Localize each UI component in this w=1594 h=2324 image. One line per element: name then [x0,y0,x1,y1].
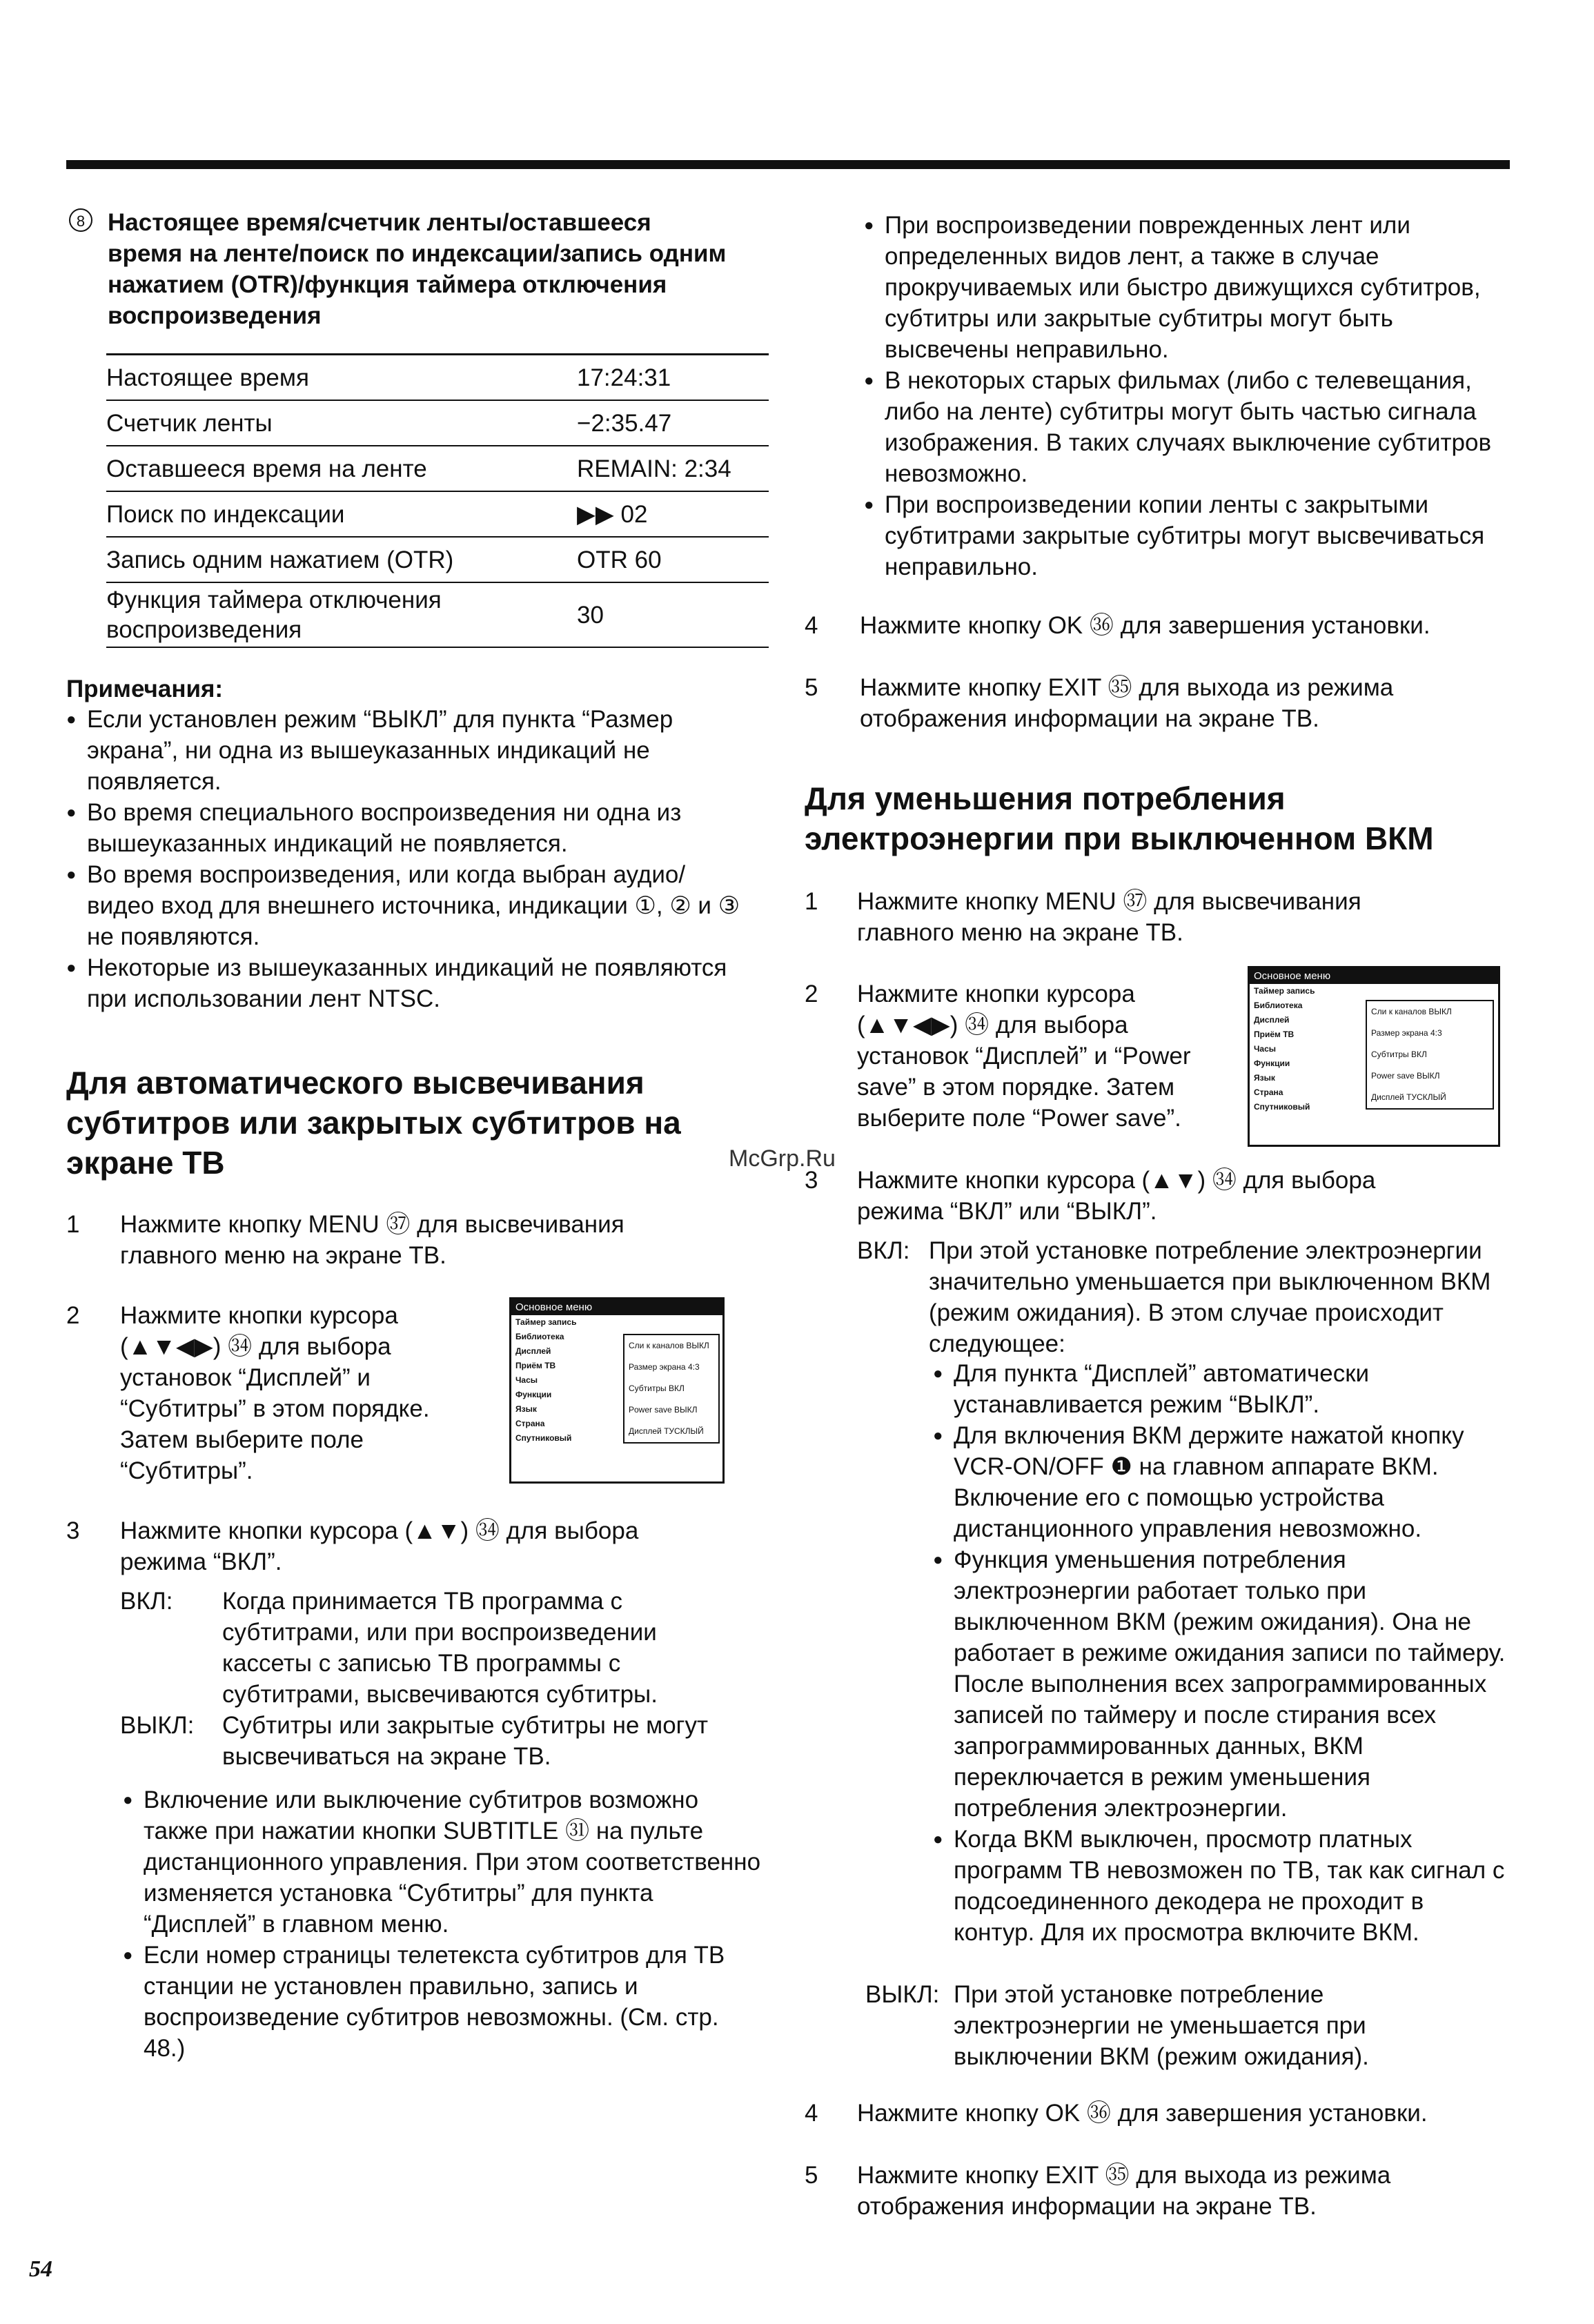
section-8-number: 8 [69,208,92,232]
status-value: REMAIN: 2:34 [577,446,769,491]
p-off-label: ВЫКЛ: [865,1981,940,2008]
p-on-text: При этой установке потребление электроэнергии значительно уменьшается при выключенном ВКМ (режим ожидания). В этом случае происходит следующее: [929,1237,1491,1357]
right-bullet-item: ● В некоторых старых фильмах (либо с телевещания, либо на ленте) субтитры могут быть частью сигнала изображения. В таких случаях выключение субтитров невозможно. [885,365,1513,489]
notes-heading: Примечания: [66,676,224,702]
submenu-row: Субтитры ВКЛ [629,1383,685,1393]
menu-item: Часы [1254,1044,1277,1054]
menu-item: Приём ТВ [1254,1030,1295,1039]
status-label: Поиск по индексации [106,491,577,537]
menu-item: Функции [515,1390,552,1399]
sub-step1-text: Нажмите кнопку MENU ㊲ для высвечивания главного меню на экране ТВ. [120,1211,624,1269]
submenu-row: Размер экрана 4:3 [629,1362,700,1372]
status-row [106,446,769,491]
status-value: ▶▶ 02 [577,491,769,537]
menu-item: Библиотека [515,1332,564,1341]
submenu-row: Сли к каналов ВЫКЛ [629,1341,709,1350]
sub-bullet-item: ● Включение или выключение субтитров возможно также при нажатии кнопки SUBTITLE ㉛ на пульте дистанционного управления. При этом соответственно изменяется установка “Субтитры” для пункта “Дисплей” в главном меню. [144,1784,765,1940]
submenu-row: Сли к каналов ВЫКЛ [1371,1007,1452,1016]
menu-item: Функции [1254,1058,1290,1068]
sub-bullet-item: ● Если номер страницы телетекста субтитров для ТВ станции не установлен правильно, запись и воспроизведение субтитров невозможны. (См. стр. 48.) [144,1940,765,2064]
submenu-row: Power save ВЫКЛ [1371,1071,1440,1081]
p-step5-num: 5 [805,2162,818,2189]
display-submenu [623,1334,720,1444]
top-rule [66,160,1510,169]
p-step1-num: 1 [805,888,818,915]
menu-item: Часы [515,1375,538,1385]
power-bullet-item: ● Функция уменьшения потребления электроэнергии работает только при выключенном ВКМ (режим ожидания). Она не работает в режиме ожидания записи по таймеру. После выполнения всех запрограммированных записей по таймеру и после стирания всех запрограммированных данных, ВКМ переключается в режим уменьшения потребления электроэнергии. [954,1544,1506,1824]
r-step4-num: 4 [805,612,818,639]
menu-item: Страна [1254,1087,1283,1097]
status-value: −2:35.47 [577,400,769,446]
p-step2-num: 2 [805,981,818,1007]
menu-item: Страна [515,1419,545,1428]
status-row [106,582,769,647]
p-step4-num: 4 [805,2100,818,2127]
submenu-row: Дисплей ТУСКЛЫЙ [1371,1092,1446,1102]
display-submenu [1366,1000,1494,1110]
watermark: McGrp.Ru [729,1145,836,1172]
note-item: ● Во время воспроизведения, или когда выбран аудио/видео вход для внешнего источника, индикации ①, ② и ③ не появляются. [87,859,749,952]
subtitles-heading: Для автоматического высвечивания субтитров или закрытых субтитров на экране ТВ [66,1065,681,1181]
p-step2-text: Нажмите кнопки курсора (▲▼◀▶) ㉞ для выбора установок “Дисплей” и “Power save” в этом порядке. Затем выберите поле “Power save”. [857,981,1191,1132]
p-step1-text: Нажмите кнопку MENU ㊲ для высвечивания главного меню на экране ТВ. [857,888,1361,946]
r-step4-text: Нажмите кнопку OK ㊱ для завершения установки. [860,612,1430,639]
status-label: Функция таймера отключения воспроизведения [106,582,577,647]
power-bullet-item: ● Для включения ВКМ держите нажатой кнопку VCR-ON/OFF ❶ на главном аппарате ВКМ. Включение его с помощью устройства дистанционного управления невозможно. [954,1420,1506,1544]
sub-step2-num: 2 [66,1302,80,1329]
menu-item: Библиотека [1254,1001,1303,1010]
note-item: ● Если установлен режим “ВЫКЛ” для пункта “Размер экрана”, ни одна из вышеуказанных индикаций не появляется. [87,704,749,797]
submenu-row: Размер экрана 4:3 [1371,1028,1442,1038]
status-row [106,400,769,446]
menu-item: Дисплей [515,1346,551,1356]
p-on-bullets [954,1358,1506,1948]
sub-off-label: ВЫКЛ: [120,1712,195,1739]
status-label: Запись одним нажатием (OTR) [106,537,577,582]
page-number: 54 [29,2256,52,2282]
notes-list [87,704,749,1014]
p-step3-num: 3 [805,1167,818,1194]
status-label: Оставшееся время на ленте [106,446,577,491]
right-bullet-item: ● При воспроизведении копии ленты с закрытыми субтитрами закрытые субтитры могут высвечиваться неправильно. [885,489,1513,582]
status-row [106,537,769,582]
menu-item: Язык [515,1404,537,1414]
p-on-label: ВКЛ: [857,1237,910,1264]
power-bullet-item: ● Когда ВКМ выключен, просмотр платных программ ТВ невозможен по ТВ, так как сигнал с подсоединенного декодера не проходит в контур. Для их просмотра включите ВКМ. [954,1824,1506,1948]
sub-step3-num: 3 [66,1517,80,1544]
menu-item: Таймер запись [515,1317,577,1327]
sub-step2-text: Нажмите кнопки курсора (▲▼◀▶) ㉞ для выбора установок “Дисплей” и “Субтитры” в этом порядке. Затем выберите поле “Субтитры”. [120,1302,430,1484]
status-table [106,353,769,648]
p-off-text: При этой установке потребление электроэнергии не уменьшается при выключении ВКМ (режим ожидания). [954,1981,1369,2070]
menu-item: Приём ТВ [515,1361,556,1370]
submenu-row: Дисплей ТУСКЛЫЙ [629,1426,704,1436]
p-step4-text: Нажмите кнопку OK ㊱ для завершения установки. [857,2100,1428,2127]
sub-bullets [144,1784,765,2064]
p-step3-text: Нажмите кнопки курсора (▲▼) ㉞ для выбора режима “ВКЛ” или “ВЫКЛ”. [857,1167,1376,1225]
menu-item: Спутниковый [1254,1102,1310,1112]
menu-header: Основное меню [511,1299,722,1315]
tv-menu-screen-1 [509,1297,725,1484]
status-value: 30 [577,582,769,647]
status-label: Настоящее время [106,355,577,401]
section-8-title: Настоящее время/счетчик ленты/оставшееся время на ленте/поиск по индексации/запись одним нажатием (OTR)/функция таймера отключения воспроизведения [108,209,727,329]
right-bullet-item: ● При воспроизведении поврежденных лент или определенных видов лент, а также в случае прокручиваемых или быстро движущихся субтитров, субтитры или закрытые субтитры могут быть высвечены неправильно. [885,210,1513,365]
menu-item: Язык [1254,1073,1275,1083]
sub-step3-text: Нажмите кнопки курсора (▲▼) ㉞ для выбора режима “ВКЛ”. [120,1517,639,1575]
sub-on-text: Когда принимается ТВ программа с субтитрами, или при воспроизведении кассеты с записью ТВ программы с субтитрами, высвечиваются субтитры. [222,1588,658,1708]
submenu-row: Субтитры ВКЛ [1371,1050,1427,1059]
sub-off-text: Субтитры или закрытые субтитры не могут высвечиваться на экране ТВ. [222,1712,708,1770]
menu-item: Дисплей [1254,1015,1290,1025]
status-value: OTR 60 [577,537,769,582]
sub-step1-num: 1 [66,1211,80,1238]
p-step5-text: Нажмите кнопку EXIT ㉟ для выхода из режима отображения информации на экране ТВ. [857,2162,1391,2220]
status-label: Счетчик ленты [106,400,577,446]
menu-item: Таймер запись [1254,986,1315,996]
right-top-bullets [885,210,1513,582]
status-row [106,491,769,537]
sub-on-label: ВКЛ: [120,1588,173,1615]
status-value: 17:24:31 [577,355,769,401]
r-step5-text: Нажмите кнопку EXIT ㉟ для выхода из режима отображения информации на экране ТВ. [860,674,1394,732]
power-heading: Для уменьшения потребления электроэнергии при выключенном ВКМ [805,780,1434,856]
r-step5-num: 5 [805,674,818,701]
submenu-row: Power save ВЫКЛ [629,1405,698,1415]
note-item: ● Во время специального воспроизведения ни одна из вышеуказанных индикаций не появляется. [87,797,749,859]
status-row [106,355,769,401]
tv-menu-screen-2 [1248,966,1500,1147]
power-bullet-item: ● Для пункта “Дисплей” автоматически устанавливается режим “ВЫКЛ”. [954,1358,1506,1420]
menu-item: Спутниковый [515,1433,572,1443]
note-item: ● Некоторые из вышеуказанных индикаций не появляются при использовании лент NTSC. [87,952,749,1014]
menu-header: Основное меню [1250,968,1498,984]
